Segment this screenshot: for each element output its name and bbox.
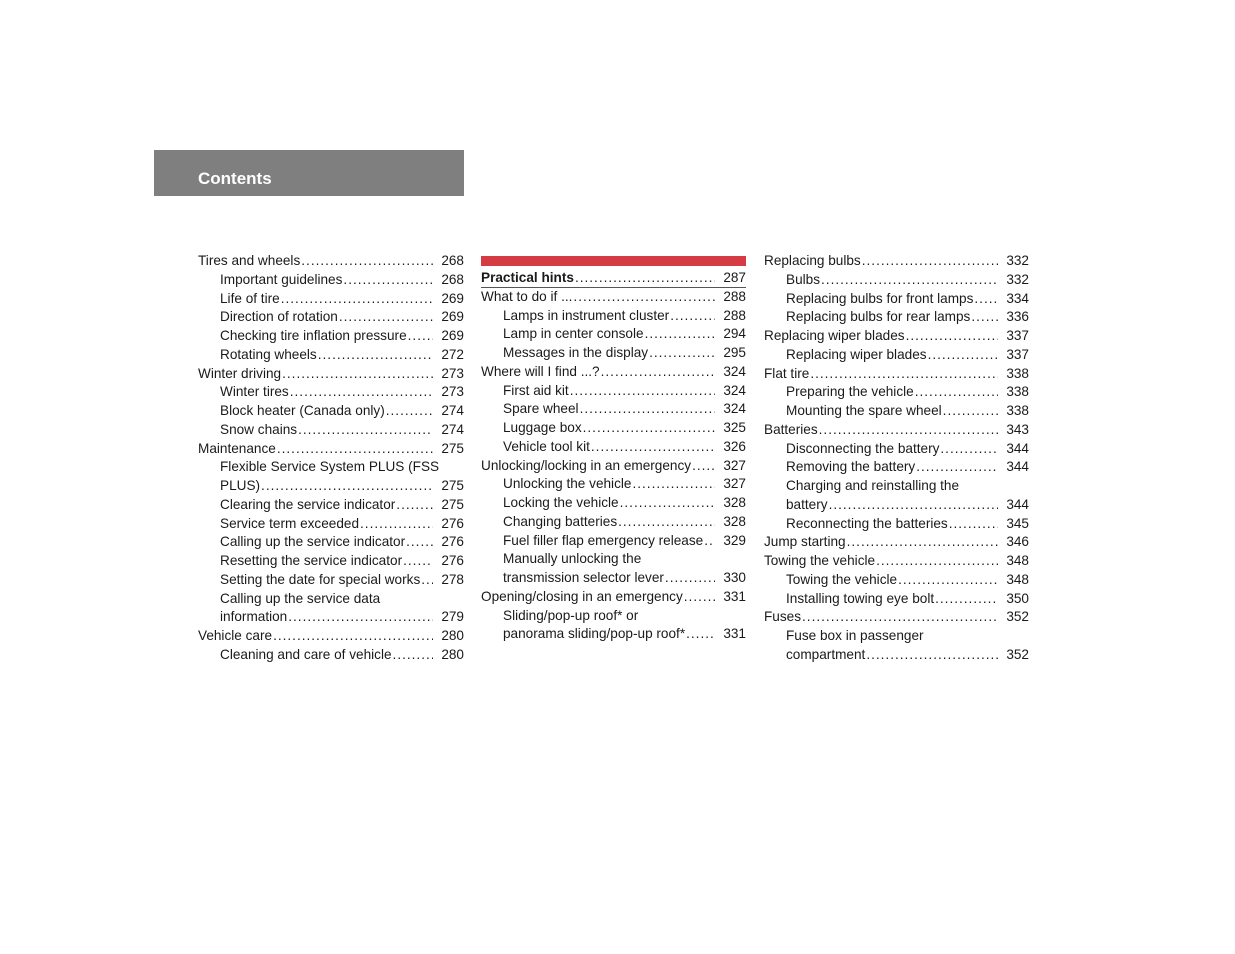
toc-entry[interactable] <box>198 496 464 515</box>
toc-entry-title: Jump starting <box>764 534 846 550</box>
toc-page-number: 269 <box>441 328 464 343</box>
toc-page-number: 344 <box>1006 459 1029 475</box>
toc-page-number: 327 <box>723 457 746 473</box>
dot-leader <box>971 308 998 327</box>
toc-entry[interactable] <box>198 252 464 271</box>
dot-leader <box>686 625 715 644</box>
dot-leader <box>692 457 715 476</box>
dot-leader <box>943 402 998 421</box>
toc-entry[interactable] <box>198 646 464 665</box>
toc-entry-title: Clearing the service indicator <box>220 496 396 512</box>
toc-entry[interactable] <box>481 494 746 513</box>
toc-page-number: 288 <box>723 288 746 304</box>
toc-entry[interactable] <box>764 421 1029 440</box>
toc-page-number: 328 <box>723 513 746 529</box>
toc-entry-title: Direction of rotation <box>220 309 338 325</box>
toc-entry[interactable] <box>198 477 464 496</box>
toc-entry-title: Maintenance <box>198 440 276 456</box>
toc-entry[interactable] <box>481 513 746 532</box>
toc-entry[interactable] <box>481 438 746 457</box>
toc-entry-title: Spare wheel <box>503 401 579 417</box>
toc-entry[interactable] <box>764 440 1029 459</box>
toc-page-number: 273 <box>441 384 464 400</box>
toc-entry-title: Disconnecting the battery <box>786 440 940 456</box>
dot-leader <box>847 533 998 552</box>
toc-entry[interactable] <box>198 383 464 402</box>
toc-entry-title: Rotating wheels <box>220 346 317 362</box>
toc-page-number: 287 <box>723 270 746 285</box>
dot-leader <box>704 532 715 551</box>
toc-entry[interactable] <box>198 271 464 290</box>
dot-leader <box>810 365 998 384</box>
dot-leader <box>915 383 998 402</box>
toc-page-number: 268 <box>441 271 464 287</box>
dot-leader <box>591 438 715 457</box>
toc-page-number: 331 <box>723 588 746 604</box>
toc-page-number: 275 <box>441 496 464 512</box>
toc-entry[interactable] <box>198 290 464 309</box>
toc-page-number: 348 <box>1006 553 1029 568</box>
toc-entry[interactable] <box>198 533 464 552</box>
toc-entry-title: Unlocking the vehicle <box>503 476 632 492</box>
toc-entry[interactable] <box>764 402 1029 421</box>
toc-entry-title: transmission selector lever <box>503 570 664 585</box>
toc-page-number: 338 <box>1006 365 1029 381</box>
toc-entry-line[interactable]: Flexible Service System PLUS (FSS <box>220 459 440 475</box>
toc-entry-title: battery <box>786 496 828 512</box>
toc-entry[interactable] <box>198 627 464 646</box>
toc-page-number: 269 <box>441 309 464 325</box>
toc-entry[interactable] <box>481 382 746 401</box>
toc-entry-title: compartment <box>786 646 866 662</box>
toc-page-number: 345 <box>1006 515 1029 531</box>
toc-entry-title: Vehicle care <box>198 628 273 643</box>
dot-leader <box>406 533 433 552</box>
toc-page-number: 275 <box>441 440 464 456</box>
toc-entry-title: Block heater (Canada only) <box>220 403 385 418</box>
toc-entry-title: Lamps in instrument cluster <box>503 307 670 323</box>
dot-leader <box>618 513 715 532</box>
dot-leader <box>649 344 715 363</box>
toc-page-number: 348 <box>1006 571 1029 587</box>
toc-entry-line[interactable]: Calling up the service data <box>220 590 381 606</box>
dot-leader <box>802 608 998 627</box>
toc-entry-title: PLUS) <box>220 478 261 493</box>
toc-entry-title: Reconnecting the batteries <box>786 515 948 531</box>
toc-entry[interactable] <box>198 552 464 571</box>
toc-entry[interactable] <box>764 571 1029 590</box>
toc-entry-title: Where will I find ...? <box>481 363 600 379</box>
toc-entry[interactable] <box>198 515 464 534</box>
toc-page-number: 337 <box>1006 328 1029 343</box>
toc-entry[interactable] <box>764 515 1029 534</box>
toc-page-number: 331 <box>723 626 746 642</box>
toc-entry-title: Service term exceeded <box>220 515 360 531</box>
toc-entry-title: Vehicle tool kit <box>503 438 590 454</box>
toc-entry-title: Practical hints <box>481 270 574 285</box>
toc-page-number: 273 <box>441 365 464 381</box>
toc-page-number: 337 <box>1006 346 1029 362</box>
dot-leader <box>575 269 715 287</box>
header-bar <box>154 150 464 196</box>
dot-leader <box>343 271 433 290</box>
toc-entry[interactable] <box>198 402 464 421</box>
toc-entry-title: Fuel filler flap emergency release <box>503 532 704 548</box>
toc-entry-title: Important guidelines <box>220 271 343 287</box>
toc-entry-title: Removing the battery <box>786 459 916 475</box>
toc-entry[interactable] <box>481 625 746 644</box>
toc-page-number: 276 <box>441 515 464 531</box>
toc-entry[interactable] <box>481 532 746 551</box>
toc-column-1 <box>198 252 464 665</box>
toc-page-number: 332 <box>1006 253 1029 268</box>
toc-entry[interactable] <box>764 496 1029 515</box>
toc-entry[interactable] <box>198 421 464 440</box>
toc-entry-title: Resetting the service indicator <box>220 553 403 568</box>
toc-entry-title: Replacing bulbs <box>764 253 861 268</box>
toc-entry[interactable] <box>198 571 464 590</box>
toc-page-number: 344 <box>1006 440 1029 456</box>
toc-entry-title: Checking tire inflation pressure <box>220 328 407 343</box>
toc-entry-title: Installing towing eye bolt <box>786 590 935 606</box>
toc-section-heading[interactable] <box>481 269 746 288</box>
toc-page-number: 278 <box>441 571 464 587</box>
toc-page-number: 330 <box>723 570 746 585</box>
toc-entry[interactable] <box>481 457 746 476</box>
toc-entry-title: First aid kit <box>503 382 569 398</box>
toc-entry[interactable] <box>481 400 746 419</box>
toc-entry-title: Mounting the spare wheel <box>786 403 942 418</box>
dot-leader <box>620 494 715 513</box>
toc-entry[interactable] <box>198 327 464 346</box>
toc-page-number: 344 <box>1006 496 1029 512</box>
toc-entry-line[interactable]: Fuse box in passenger <box>786 628 924 643</box>
toc-page-number: 327 <box>723 476 746 492</box>
toc-page-number: 280 <box>441 628 464 643</box>
toc-page-number: 276 <box>441 534 464 550</box>
toc-entry[interactable] <box>764 458 1029 477</box>
toc-entry[interactable] <box>198 346 464 365</box>
toc-entry[interactable] <box>198 608 464 627</box>
toc-page-number: 324 <box>723 401 746 417</box>
toc-entry-title: Setting the date for special works <box>220 571 421 587</box>
toc-page-number: 350 <box>1006 590 1029 606</box>
dot-leader <box>282 365 433 384</box>
dot-leader <box>573 288 715 307</box>
dot-leader <box>339 308 433 327</box>
toc-page-number: 338 <box>1006 384 1029 400</box>
toc-entry[interactable] <box>481 475 746 494</box>
toc-entry[interactable] <box>481 363 746 382</box>
toc-page-number: 334 <box>1006 290 1029 306</box>
toc-entry-title: Luggage box <box>503 420 582 435</box>
toc-page-number: 269 <box>441 290 464 306</box>
dot-leader <box>821 271 998 290</box>
toc-entry[interactable] <box>764 252 1029 271</box>
toc-entry-title: Cleaning and care of vehicle <box>220 646 392 662</box>
dot-leader <box>906 327 998 346</box>
dot-leader <box>396 496 433 515</box>
toc-entry-title: Snow chains <box>220 421 298 437</box>
toc-page-number: 352 <box>1006 646 1029 662</box>
toc-entry-title: Fuses <box>764 609 802 625</box>
toc-entry[interactable] <box>481 307 746 326</box>
toc-entry-title: Calling up the service indicator <box>220 534 406 550</box>
toc-page-number: 275 <box>441 478 464 493</box>
dot-leader <box>583 419 715 438</box>
dot-leader <box>645 325 715 344</box>
toc-page-number: 352 <box>1006 609 1029 625</box>
toc-page-number: 280 <box>441 646 464 662</box>
dot-leader <box>632 475 715 494</box>
dot-leader <box>288 608 433 627</box>
dot-leader <box>421 571 433 590</box>
dot-leader <box>273 627 433 646</box>
toc-page-number: 346 <box>1006 534 1029 550</box>
dot-leader <box>819 421 998 440</box>
toc-page-number: 324 <box>723 382 746 398</box>
toc-page-number: 325 <box>723 420 746 435</box>
toc-entry[interactable] <box>481 344 746 363</box>
toc-entry-title: Tires and wheels <box>198 253 301 268</box>
toc-page-number: 268 <box>441 253 464 268</box>
toc-entry[interactable] <box>764 271 1029 290</box>
dot-leader <box>670 307 715 326</box>
toc-entry[interactable] <box>764 290 1029 309</box>
toc-entry-title: Flat tire <box>764 365 810 381</box>
toc-entry[interactable] <box>481 588 746 607</box>
toc-entry[interactable] <box>764 383 1029 402</box>
dot-leader <box>974 290 998 309</box>
toc-entry-title: Opening/closing in an emergency <box>481 588 683 604</box>
toc-entry-title: Replacing bulbs for front lamps <box>786 290 974 306</box>
toc-entry[interactable] <box>764 646 1029 665</box>
dot-leader <box>570 382 715 401</box>
toc-entry[interactable] <box>198 440 464 459</box>
toc-entry[interactable] <box>764 608 1029 627</box>
toc-entry-title: Life of tire <box>220 290 280 306</box>
toc-entry[interactable] <box>198 365 464 384</box>
toc-entry-title: panorama sliding/pop-up roof* <box>503 626 686 642</box>
toc-entry-title: Replacing wiper blades <box>764 328 905 343</box>
toc-entry-line[interactable]: Manually unlocking the <box>503 551 642 567</box>
toc-entry[interactable] <box>481 288 746 307</box>
dot-leader <box>318 346 433 365</box>
toc-entry-title: Messages in the display <box>503 345 649 360</box>
toc-page-number: 294 <box>723 326 746 342</box>
toc-entry-title: Towing the vehicle <box>764 553 876 568</box>
toc-entry[interactable] <box>764 552 1029 571</box>
toc-entry-title: Bulbs <box>786 271 821 287</box>
toc-page-number: 274 <box>441 403 464 418</box>
dot-leader <box>876 552 998 571</box>
dot-leader <box>298 421 433 440</box>
toc-entry-title: Lamp in center console <box>503 326 644 342</box>
dot-leader <box>601 363 715 382</box>
toc-entry[interactable] <box>764 533 1029 552</box>
toc-column-3 <box>764 252 1029 665</box>
toc-entry-title: What to do if ... <box>481 288 573 304</box>
dot-leader <box>386 402 433 421</box>
page-title: Contents <box>198 169 272 188</box>
toc-entry[interactable] <box>764 346 1029 365</box>
toc-column-2 <box>481 269 746 644</box>
toc-page-number: 295 <box>723 345 746 360</box>
dot-leader <box>403 552 433 571</box>
toc-entry-title: Unlocking/locking in an emergency <box>481 457 692 473</box>
section-accent-bar <box>481 256 746 266</box>
toc-page-number: 288 <box>723 307 746 323</box>
dot-leader <box>916 458 998 477</box>
dot-leader <box>290 383 433 402</box>
dot-leader <box>949 515 998 534</box>
toc-entry[interactable] <box>764 365 1029 384</box>
toc-entry-title: Changing batteries <box>503 513 618 529</box>
dot-leader <box>862 252 998 271</box>
dot-leader <box>935 590 998 609</box>
dot-leader <box>866 646 998 665</box>
dot-leader <box>301 252 433 271</box>
toc-page-number: 329 <box>723 532 746 548</box>
dot-leader <box>898 571 998 590</box>
toc-entry-line[interactable]: Charging and reinstalling the <box>786 478 960 493</box>
dot-leader <box>393 646 433 665</box>
toc-page-number: 324 <box>723 363 746 379</box>
dot-leader <box>928 346 998 365</box>
dot-leader <box>281 290 433 309</box>
toc-entry-title: information <box>220 609 288 625</box>
toc-page-number: 332 <box>1006 271 1029 287</box>
toc-entry[interactable] <box>481 325 746 344</box>
dot-leader <box>829 496 998 515</box>
toc-page-number: 274 <box>441 421 464 437</box>
toc-entry[interactable] <box>481 419 746 438</box>
dot-leader <box>580 400 715 419</box>
toc-page-number: 338 <box>1006 403 1029 418</box>
toc-page-number: 326 <box>723 438 746 454</box>
toc-entry[interactable] <box>764 327 1029 346</box>
toc-page-number: 276 <box>441 553 464 568</box>
dot-leader <box>684 588 715 607</box>
toc-entry[interactable] <box>764 308 1029 327</box>
toc-entry[interactable] <box>764 590 1029 609</box>
toc-entry-title: Locking the vehicle <box>503 495 619 510</box>
dot-leader <box>940 440 998 459</box>
dot-leader <box>665 569 715 588</box>
dot-leader <box>408 327 433 346</box>
toc-entry-title: Batteries <box>764 421 818 437</box>
toc-entry-title: Replacing bulbs for rear lamps <box>786 309 971 325</box>
dot-leader <box>277 440 433 459</box>
toc-entry-title: Replacing wiper blades <box>786 346 927 362</box>
toc-entry-line[interactable]: Sliding/pop-up roof* or <box>503 607 639 623</box>
toc-entry[interactable] <box>198 308 464 327</box>
toc-entry[interactable] <box>481 569 746 588</box>
toc-entry-title: Winter tires <box>220 384 289 400</box>
toc-entry-title: Winter driving <box>198 365 282 381</box>
toc-entry-title: Towing the vehicle <box>786 571 898 587</box>
toc-page-number: 336 <box>1006 309 1029 325</box>
toc-page-number: 279 <box>441 609 464 625</box>
toc-entry-title: Preparing the vehicle <box>786 384 914 400</box>
dot-leader <box>360 515 433 534</box>
toc-page-number: 343 <box>1006 421 1029 437</box>
toc-page-number: 272 <box>441 346 464 362</box>
toc-page-number: 328 <box>723 495 746 510</box>
dot-leader <box>261 477 433 496</box>
